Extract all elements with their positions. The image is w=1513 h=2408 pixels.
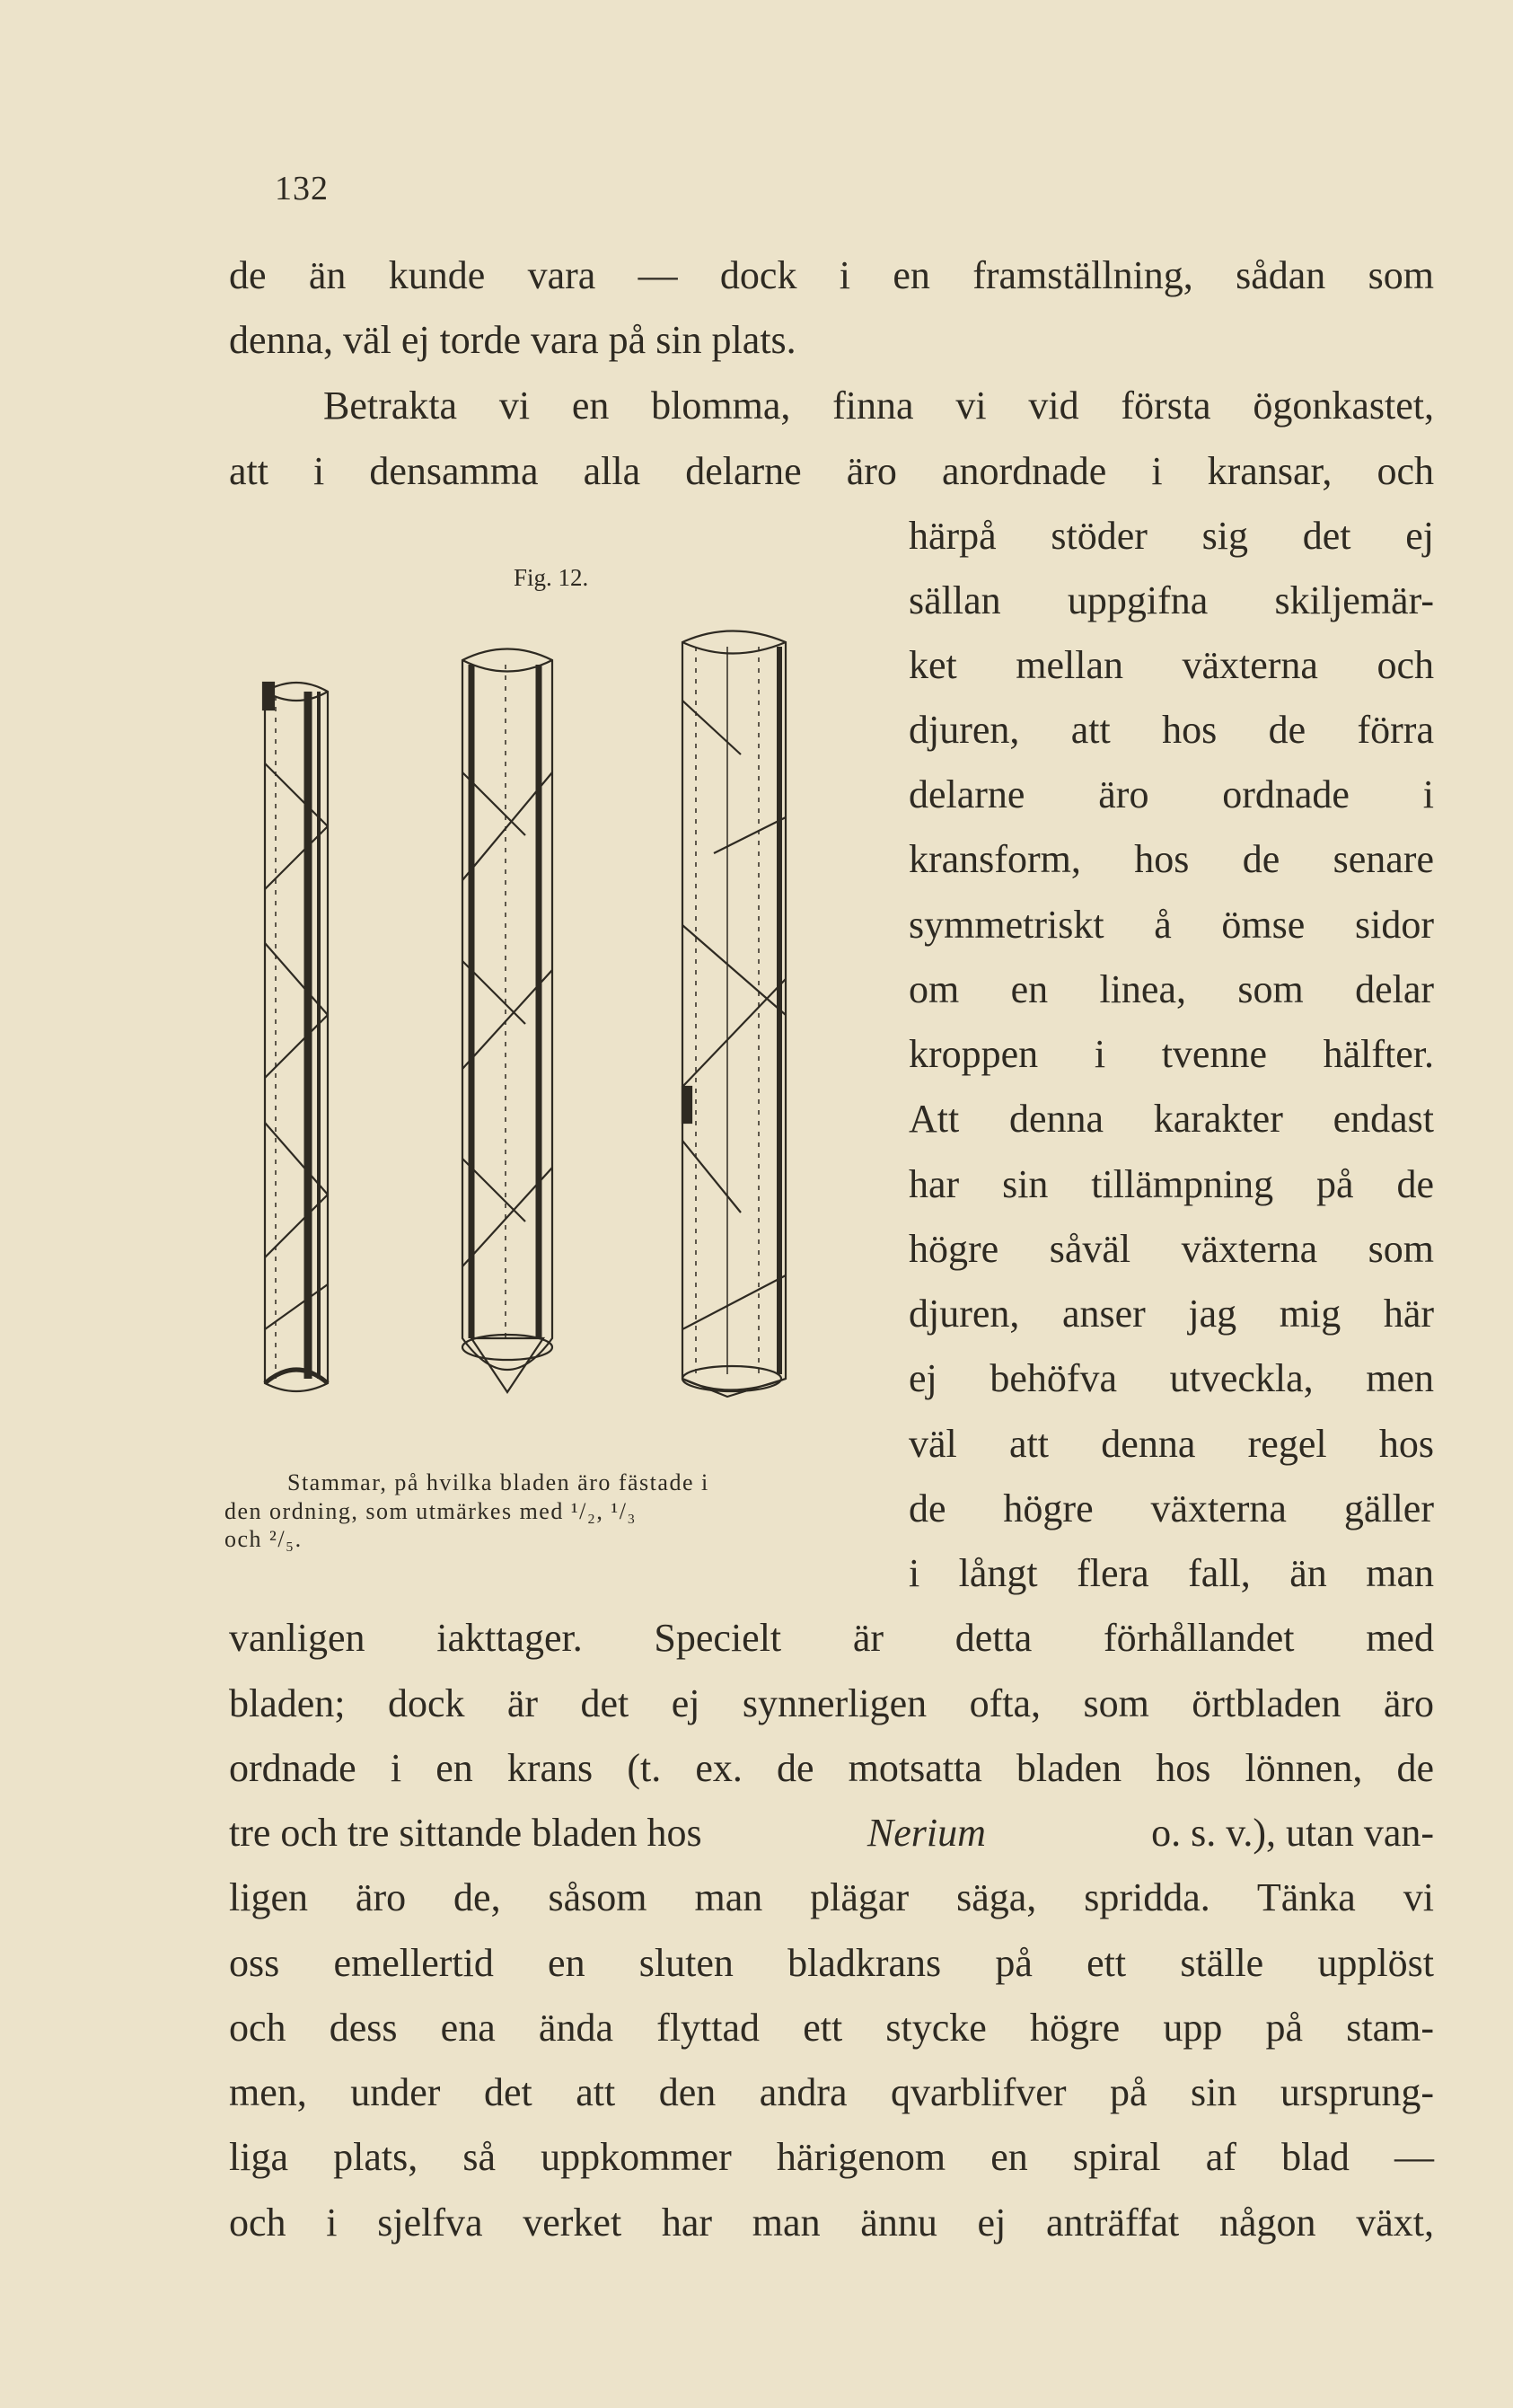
text-line: att i densamma alla delarne äro anordnade i kransar, och <box>229 449 1434 493</box>
text-line: vanligen iakttager. Specielt är detta förhållandet med <box>229 1616 1434 1660</box>
stem-half-arrangement <box>263 683 328 1391</box>
text-line: delarne äro ordnade i <box>909 772 1434 816</box>
text-line: de högre växterna gäller <box>909 1486 1434 1530</box>
text-line: härpå stöder sig det ej <box>909 514 1434 558</box>
text-line: ligen äro de, såsom man plägar säga, spridda. Tänka vi <box>229 1875 1434 1919</box>
text-line: i långt flera fall, än man <box>909 1551 1434 1595</box>
stem-third-arrangement <box>462 649 552 1393</box>
text-line: kransform, hos de senare <box>909 837 1434 881</box>
text-line: symmetriskt å ömse sidor <box>909 903 1434 947</box>
text-line: djuren, anser jag mig här <box>909 1292 1434 1336</box>
stem-two-fifths-arrangement <box>682 631 786 1398</box>
text-segment: o. s. v.), utan van- <box>1151 1811 1434 1855</box>
text-line: kroppen i tvenne hälfter. <box>909 1032 1434 1076</box>
text-line: Betrakta vi en blomma, finna vi vid första ögonkastet, <box>323 384 1434 428</box>
figure-label: Fig. 12. <box>514 564 589 591</box>
text-line: ket mellan växterna och <box>909 643 1434 687</box>
stems-illustration <box>238 620 849 1410</box>
text-line: Att denna karakter endast <box>909 1097 1434 1141</box>
text-line: djuren, att hos de förra <box>909 708 1434 752</box>
text-line: ej behöfva utveckla, men <box>909 1356 1434 1400</box>
caption-line: och ²/₅. <box>224 1526 303 1553</box>
text-line: väl att denna regel hos <box>909 1422 1434 1466</box>
text-line: har sin tillämpning på de <box>909 1162 1434 1206</box>
text-line: sällan uppgifna skiljemär- <box>909 578 1434 622</box>
figure-caption <box>224 1469 853 1554</box>
text-line: de än kunde vara — dock i en framställning, sådan som <box>229 253 1434 297</box>
text-line-with-italic <box>229 1813 1434 1853</box>
text-line: bladen; dock är det ej synnerligen ofta, som örtbladen äro <box>229 1681 1434 1725</box>
italic-genus-name: Nerium <box>866 1811 986 1855</box>
text-line: liga plats, så uppkommer härigenom en spiral af blad — <box>229 2135 1434 2179</box>
text-line: högre såväl växterna som <box>909 1227 1434 1271</box>
text-line: och i sjelfva verket har man ännu ej anträffat någon växt, <box>229 2201 1434 2245</box>
text-line: denna, väl ej torde vara på sin plats. <box>229 318 796 362</box>
text-line: oss emellertid en sluten bladkrans på ett ställe upplöst <box>229 1941 1434 1985</box>
text-line: om en linea, som delar <box>909 967 1434 1011</box>
caption-line: den ordning, som utmärkes med ¹/₂, ¹/₃ <box>224 1497 637 1524</box>
text-line: men, under det att den andra qvarblifver på sin ursprung- <box>229 2070 1434 2114</box>
text-line: och dess ena ända flyttad ett stycke högre upp på stam- <box>229 2006 1434 2050</box>
page-number: 132 <box>275 170 329 207</box>
caption-line: Stammar, på hvilka bladen äro fästade i <box>287 1469 709 1495</box>
text-segment: tre och tre sittande bladen hos <box>229 1811 702 1855</box>
text-line: ordnade i en krans (t. ex. de motsatta bladen hos lönnen, de <box>229 1746 1434 1790</box>
